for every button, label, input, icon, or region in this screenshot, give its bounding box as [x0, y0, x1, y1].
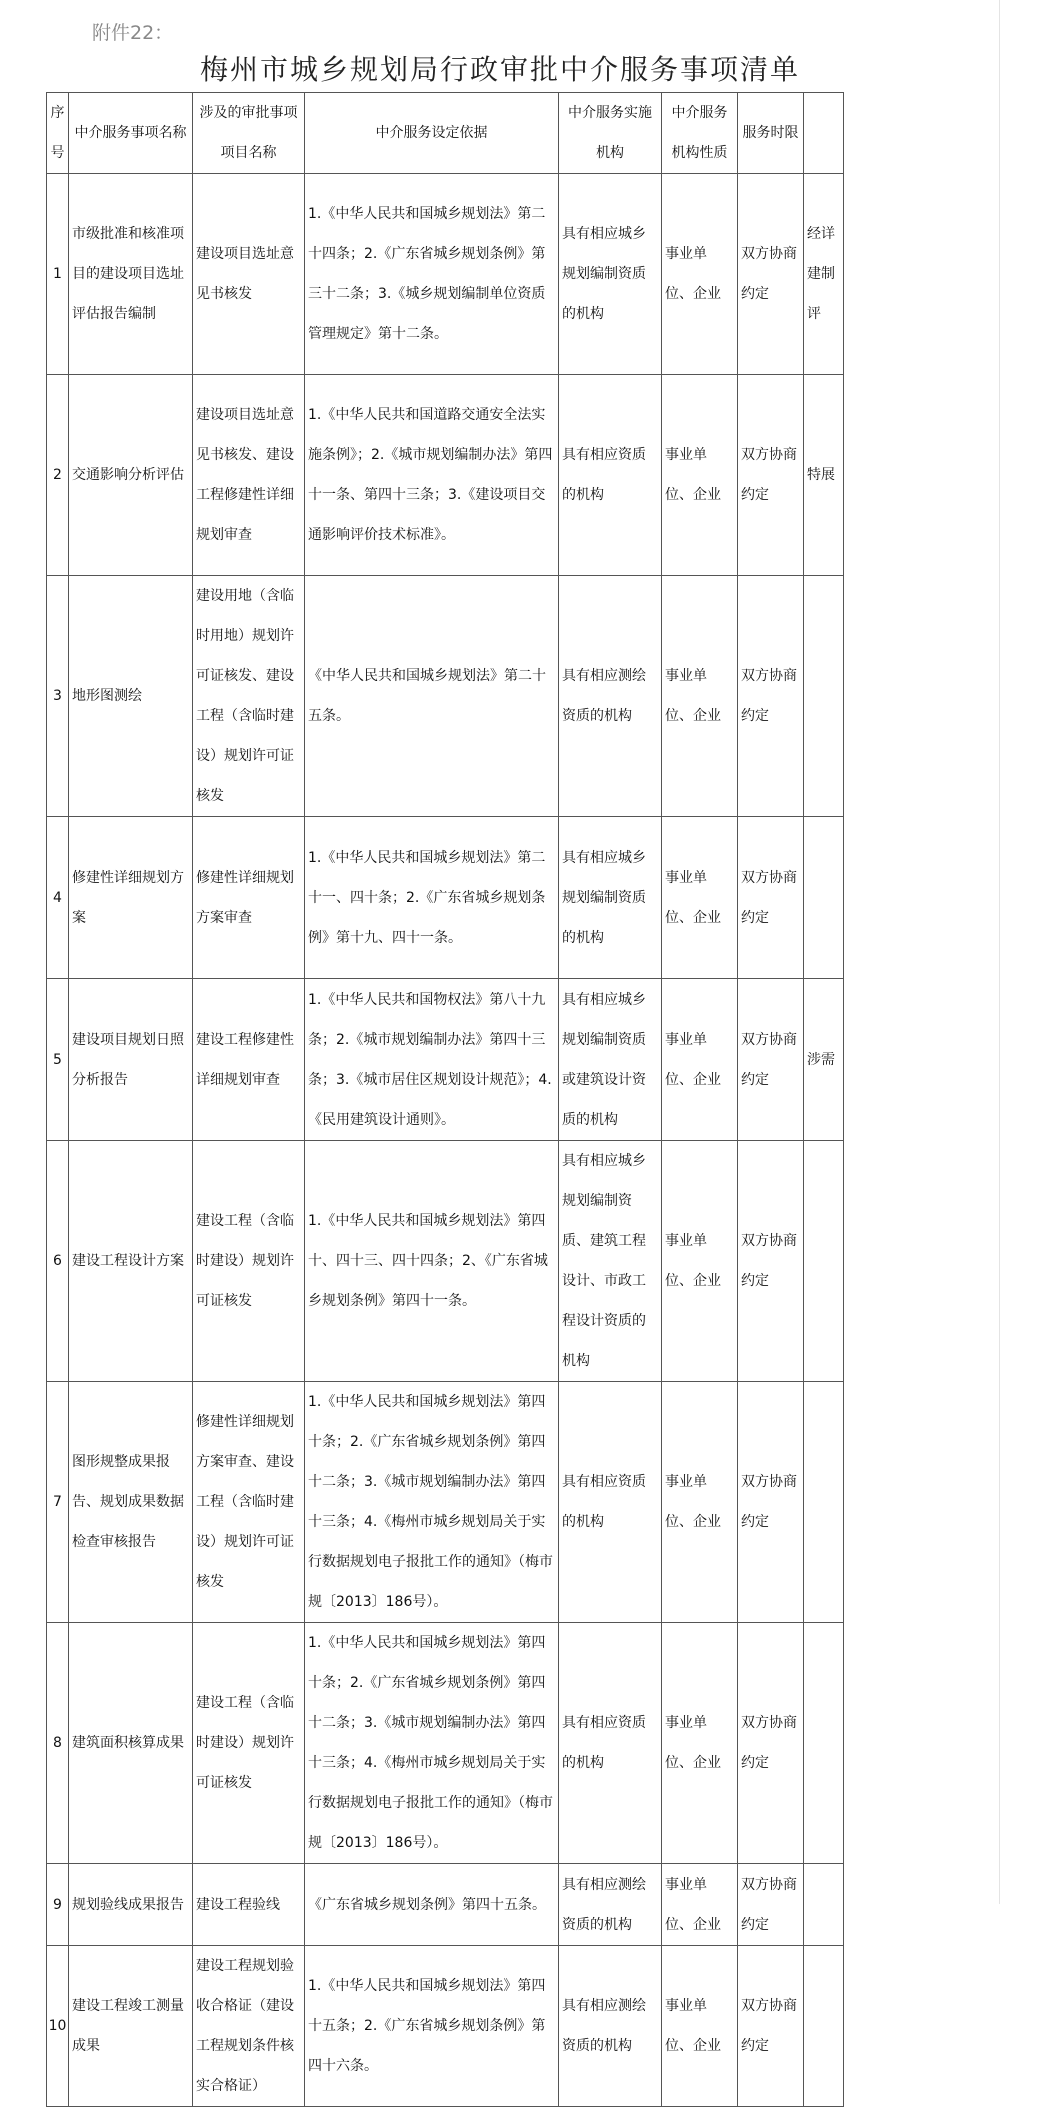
- row-basis: 1.《中华人民共和国道路交通安全法实施条例》；2.《城市规划编制办法》第四十一条、第四十三条；3.《建设项目交通影响评价技术标准》。: [305, 375, 559, 576]
- row-basis: 1.《中华人民共和国城乡规划法》第四十条；2.《广东省城乡规划条例》第四十二条；3.《城市规划编制办法》第四十三条；4.《梅州市城乡规划局关于实行数据规划电子报批工作的通知》（梅市规〔2013〕186号）。: [305, 1382, 559, 1623]
- row-implementing-org: 具有相应资质的机构: [559, 375, 662, 576]
- row-basis: 《中华人民共和国城乡规划法》第二十五条。: [305, 576, 559, 817]
- table-row: [47, 576, 844, 817]
- row-remarks: [804, 1946, 844, 2107]
- table-row: [47, 1141, 844, 1382]
- header-approval-item: 涉及的审批事项项目名称: [193, 93, 305, 174]
- table-row: [47, 1864, 844, 1946]
- row-approval-item: 修建性详细规划方案审查、建设工程（含临时建设）规划许可证核发: [193, 1382, 305, 1623]
- row-service-name: 建筑面积核算成果: [69, 1623, 193, 1864]
- row-time-limit: 双方协商约定: [738, 1623, 804, 1864]
- row-remarks: [804, 1623, 844, 1864]
- row-service-name: 交通影响分析评估: [69, 375, 193, 576]
- page-title: 梅州市城乡规划局行政审批中介服务事项清单: [199, 53, 800, 86]
- row-approval-item: 建设工程（含临时建设）规划许可证核发: [193, 1623, 305, 1864]
- row-remarks: 涉需: [804, 979, 844, 1141]
- row-service-name: 规划验线成果报告: [69, 1864, 193, 1946]
- row-remarks: 特展: [804, 375, 844, 576]
- header-implementing-org: 中介服务实施机构: [559, 93, 662, 174]
- row-org-nature: 事业单位、企业: [662, 817, 738, 979]
- row-time-limit: 双方协商约定: [738, 1382, 804, 1623]
- row-service-name: 图形规整成果报告、规划成果数据检查审核报告: [69, 1382, 193, 1623]
- header-basis: 中介服务设定依据: [305, 93, 559, 174]
- table-row: [47, 1382, 844, 1623]
- row-time-limit: 双方协商约定: [738, 1864, 804, 1946]
- row-implementing-org: 具有相应城乡规划编制资质、建筑工程设计、市政工程设计资质的机构: [559, 1141, 662, 1382]
- row-org-nature: 事业单位、企业: [662, 1946, 738, 2107]
- row-seq: 10: [47, 1946, 69, 2107]
- row-seq: 6: [47, 1141, 69, 1382]
- row-time-limit: 双方协商约定: [738, 1946, 804, 2107]
- row-implementing-org: 具有相应测绘资质的机构: [559, 576, 662, 817]
- row-remarks: 经详建制评: [804, 174, 844, 375]
- row-service-name: 地形图测绘: [69, 576, 193, 817]
- row-seq: 1: [47, 174, 69, 375]
- row-implementing-org: 具有相应城乡规划编制资质的机构: [559, 174, 662, 375]
- row-seq: 4: [47, 817, 69, 979]
- row-seq: 8: [47, 1623, 69, 1864]
- row-basis: 1.《中华人民共和国物权法》第八十九条；2.《城市规划编制办法》第四十三条；3.《城市居住区规划设计规范》；4.《民用建筑设计通则》。: [305, 979, 559, 1141]
- row-approval-item: 建设项目选址意见书核发: [193, 174, 305, 375]
- row-seq: 9: [47, 1864, 69, 1946]
- row-org-nature: 事业单位、企业: [662, 576, 738, 817]
- table-row: [47, 1946, 844, 2107]
- table-row: [47, 375, 844, 576]
- row-implementing-org: 具有相应城乡规划编制资质的机构: [559, 817, 662, 979]
- row-service-name: 建设项目规划日照分析报告: [69, 979, 193, 1141]
- row-service-name: 建设工程设计方案: [69, 1141, 193, 1382]
- header-remarks: [804, 93, 844, 174]
- attachment-label: 附件22：: [92, 22, 174, 44]
- row-seq: 7: [47, 1382, 69, 1623]
- row-org-nature: 事业单位、企业: [662, 1382, 738, 1623]
- row-time-limit: 双方协商约定: [738, 817, 804, 979]
- row-basis: 1.《中华人民共和国城乡规划法》第四十五条；2.《广东省城乡规划条例》第四十六条。: [305, 1946, 559, 2107]
- row-basis: 1.《中华人民共和国城乡规划法》第二十四条；2.《广东省城乡规划条例》第三十二条；3.《城乡规划编制单位资质管理规定》第十二条。: [305, 174, 559, 375]
- row-remarks: [804, 1864, 844, 1946]
- row-remarks: [804, 1141, 844, 1382]
- row-time-limit: 双方协商约定: [738, 174, 804, 375]
- row-service-name: 建设工程竣工测量成果: [69, 1946, 193, 2107]
- row-approval-item: 建设工程规划验收合格证（建设工程规划条件核实合格证）: [193, 1946, 305, 2107]
- header-org-nature: 中介服务机构性质: [662, 93, 738, 174]
- row-org-nature: 事业单位、企业: [662, 1864, 738, 1946]
- row-basis: 《广东省城乡规划条例》第四十五条。: [305, 1864, 559, 1946]
- row-seq: 3: [47, 576, 69, 817]
- row-org-nature: 事业单位、企业: [662, 1141, 738, 1382]
- row-implementing-org: 具有相应测绘资质的机构: [559, 1864, 662, 1946]
- row-implementing-org: 具有相应测绘资质的机构: [559, 1946, 662, 2107]
- row-remarks: [804, 817, 844, 979]
- row-implementing-org: 具有相应城乡规划编制资质或建筑设计资质的机构: [559, 979, 662, 1141]
- row-time-limit: 双方协商约定: [738, 576, 804, 817]
- row-implementing-org: 具有相应资质的机构: [559, 1623, 662, 1864]
- header-seq: 序号: [47, 93, 69, 174]
- table-row: [47, 1623, 844, 1864]
- row-implementing-org: 具有相应资质的机构: [559, 1382, 662, 1623]
- row-approval-item: 建设工程（含临时建设）规划许可证核发: [193, 1141, 305, 1382]
- row-basis: 1.《中华人民共和国城乡规划法》第四十条；2.《广东省城乡规划条例》第四十二条；3.《城市规划编制办法》第四十三条；4.《梅州市城乡规划局关于实行数据规划电子报批工作的通知》（梅市规〔2013〕186号）。: [305, 1623, 559, 1864]
- table-row: [47, 174, 844, 375]
- table-header-row: [47, 93, 844, 174]
- row-service-name: 修建性详细规划方案: [69, 817, 193, 979]
- page-edge-divider: [999, 0, 1000, 1904]
- row-basis: 1.《中华人民共和国城乡规划法》第四十、四十三、四十四条；2、《广东省城乡规划条例》第四十一条。: [305, 1141, 559, 1382]
- header-service-name: 中介服务事项名称: [69, 93, 193, 174]
- row-time-limit: 双方协商约定: [738, 1141, 804, 1382]
- row-org-nature: 事业单位、企业: [662, 979, 738, 1141]
- row-org-nature: 事业单位、企业: [662, 1623, 738, 1864]
- row-service-name: 市级批准和核准项目的建设项目选址评估报告编制: [69, 174, 193, 375]
- row-time-limit: 双方协商约定: [738, 375, 804, 576]
- row-time-limit: 双方协商约定: [738, 979, 804, 1141]
- row-org-nature: 事业单位、企业: [662, 375, 738, 576]
- table-row: [47, 817, 844, 979]
- row-remarks: [804, 576, 844, 817]
- row-org-nature: 事业单位、企业: [662, 174, 738, 375]
- row-approval-item: 建设工程修建性详细规划审查: [193, 979, 305, 1141]
- row-remarks: [804, 1382, 844, 1623]
- table-row: [47, 979, 844, 1141]
- row-seq: 2: [47, 375, 69, 576]
- row-approval-item: 修建性详细规划方案审查: [193, 817, 305, 979]
- service-items-table: [46, 92, 844, 2107]
- row-seq: 5: [47, 979, 69, 1141]
- row-approval-item: 建设项目选址意见书核发、建设工程修建性详细规划审查: [193, 375, 305, 576]
- row-approval-item: 建设工程验线: [193, 1864, 305, 1946]
- header-time-limit: 服务时限: [738, 93, 804, 174]
- row-basis: 1.《中华人民共和国城乡规划法》第二十一、四十条；2.《广东省城乡规划条例》第十九、四十一条。: [305, 817, 559, 979]
- row-approval-item: 建设用地（含临时用地）规划许可证核发、建设工程（含临时建设）规划许可证核发: [193, 576, 305, 817]
